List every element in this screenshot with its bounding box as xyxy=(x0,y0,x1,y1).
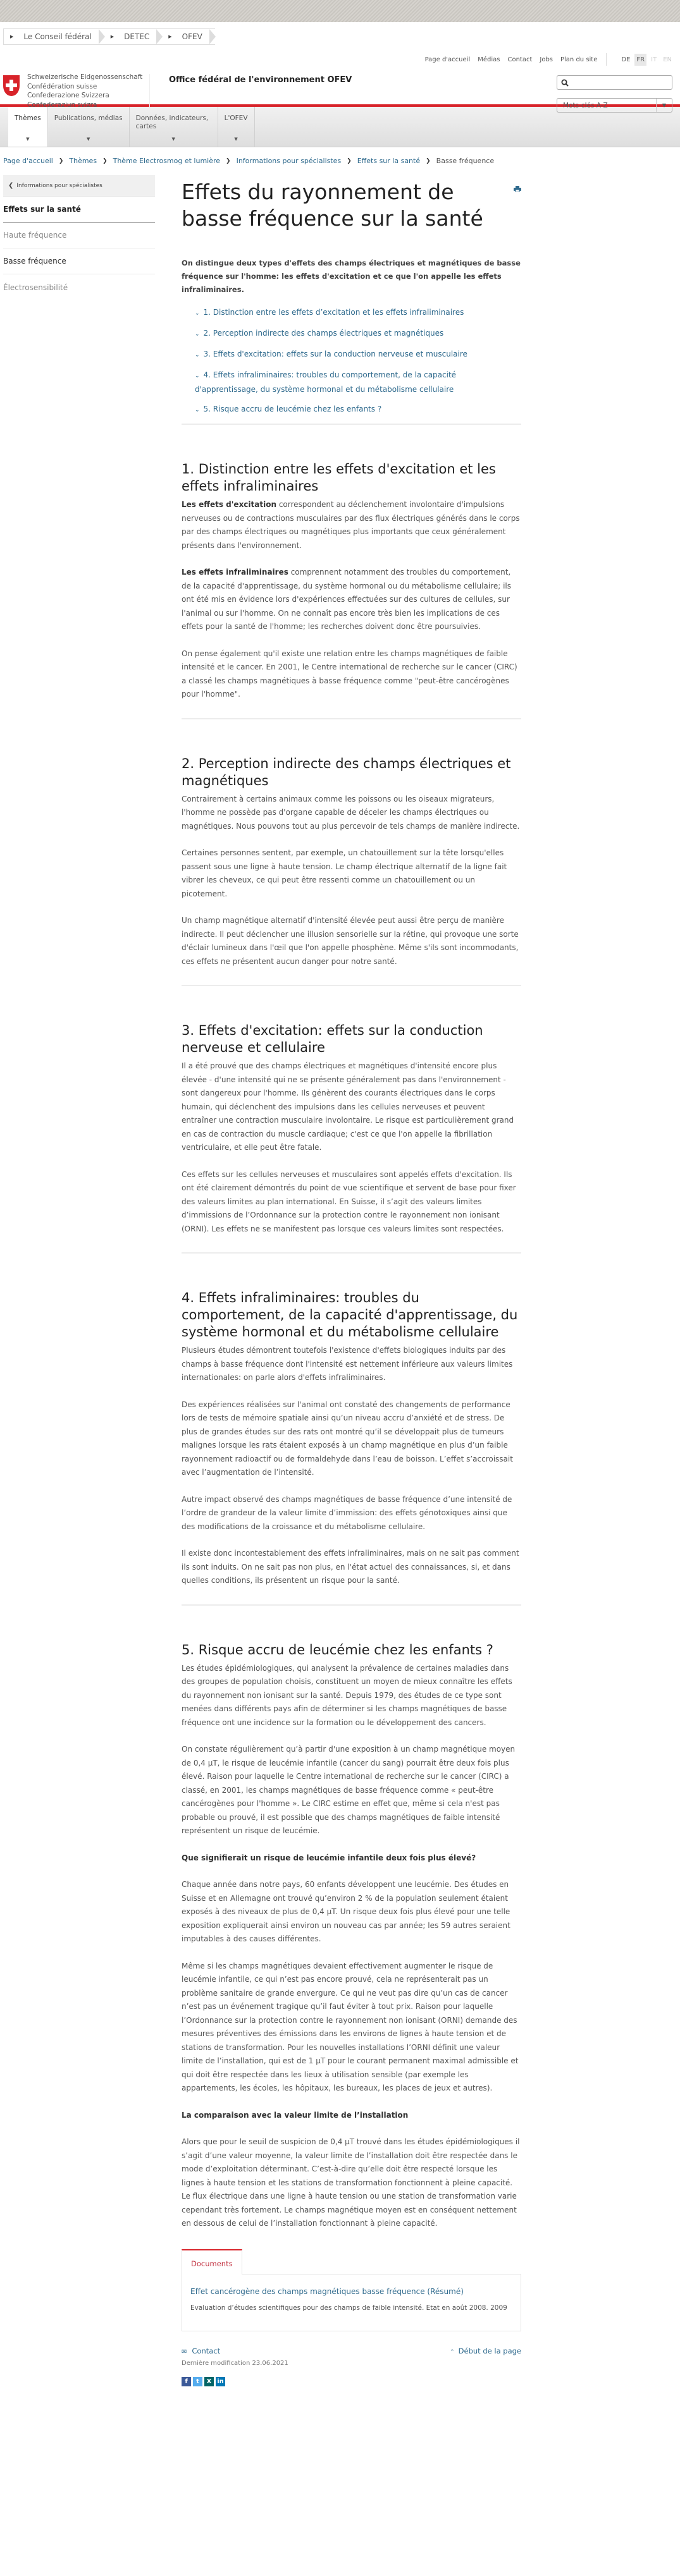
search-icon xyxy=(561,79,569,87)
meta-link-contact[interactable]: Contact xyxy=(507,56,533,63)
toc-item[interactable]: ⌄ 5. Risque accru de leucémie chez les enfants ? xyxy=(195,405,382,413)
last-modified: Dernière modification 23.06.2021 xyxy=(182,2359,288,2367)
mail-icon: ✉ xyxy=(182,2348,187,2355)
section-subheading: La comparaison avec la valeur limite de l’installation xyxy=(182,2110,409,2120)
meta-link-jobs[interactable]: Jobs xyxy=(540,56,553,63)
chevron-left-icon: ❮ xyxy=(8,182,14,189)
federal-link-detec[interactable]: ▶ DETEC xyxy=(104,29,163,44)
triangle-right-icon: ▶ xyxy=(168,34,172,39)
paragraph-text: correspondent au déclenchement involontaire d'impulsions nerveuses ou de contractions musculaires par des flux électriques générés dans le corps par des champs électriques ou magnétiques plus importants que ceux généralement présents dans l'environnement. xyxy=(182,500,520,550)
federal-link-conseil[interactable]: ▶ Le Conseil fédéral xyxy=(4,29,104,44)
section-paragraph: On constate régulièrement qu’à partir d'une exposition à un champ magnétique moyen de 0,4 µT, le risque de leucémie infantile (cancer du sang) pourrait être deux fois plus élevé. Raison pour laquelle le Centre international de recherche sur le cancer (CIRC) a classé, en 2001, les champs magnétiques de basse fréquence comme « peut-être cancérogènes pour l'homme ». Le CIRC estime en effet que, même si cela n'est pas probable ou prouvé, il est possible que des champs magnétiques de faible intensité représentent un risque de leucémie. xyxy=(182,1745,516,1835)
print-button[interactable] xyxy=(514,183,521,189)
divider xyxy=(182,1604,521,1606)
chevron-down-icon: ⌄ xyxy=(195,407,200,413)
sidebar xyxy=(3,175,155,2431)
section-paragraph: Il a été prouvé que des champs électriques et magnétiques d'intensité encore plus élevée - d'une intensité qui ne se présente généralement pas dans l'environnement - sont dangereux pour l'homme. Ils génèrent des courants électriques dans le corps humain, qui déclenchent des impulsions dans les cellules nerveuses et peuvent entraîner une contraction musculaire involontaire. Le risque est particulièrement grand en cas de contraction du muscle cardiaque; c'est ce que l'on appelle la fibrillation ventriculaire, et elle peut être fatale. xyxy=(182,1061,514,1152)
sidebar-item-low-frequency[interactable]: Basse fréquence xyxy=(3,248,155,274)
section-paragraph: Il existe donc incontestablement des effets infraliminaires, mais on ne sait pas comment ils sont induits. On ne sait pas non plus, en l'état actuel des connaissances, si, et dans quelles conditions, ils présentent un risque pour la santé. xyxy=(182,1549,519,1585)
section-paragraph: Plusieurs études démontrent toutefois l'existence d'effets biologiques induits par des champs à basse fréquence dont l'intensité est nettement inférieure aux valeurs limites internationales: on parle alors d'effets infraliminaires. xyxy=(182,1346,513,1382)
section-paragraph: Ces effets sur les cellules nerveuses et musculaires sont appelés effets d'excitation. Ils ont été clairement démontrés du point de vue scientifique et servent de base pour fixer des valeurs limites au plan international. En Suisse, il s’agit des valeurs limites d’immissions de l’Ordonnance sur la protection contre le rayonnement non ionisant (ORNI). Les effets ne se manifestent pas lorsque ces valeurs limites sont respectées. xyxy=(182,1169,516,1233)
breadcrumb-themes[interactable]: Thèmes xyxy=(69,157,97,165)
caret-down-icon: ▼ xyxy=(234,137,238,142)
lang-de[interactable]: DE xyxy=(621,56,631,63)
document-description: Evaluation d’études scientifiques pour des champs de faible intensité. Etat en août 2008. 2009 xyxy=(190,2304,507,2312)
documents-tab[interactable]: Documents xyxy=(182,2249,242,2274)
page-title: Effets du rayonnement de basse fréquence sur la santé xyxy=(182,180,483,231)
facebook-icon[interactable]: f xyxy=(182,2377,191,2386)
breadcrumb-electrosmog[interactable]: Thème Electrosmog et lumière xyxy=(113,157,221,165)
toc-item[interactable]: ⌄ 3. Effets d'excitation: effets sur la conduction nerveuse et musculaire xyxy=(195,350,467,358)
site-header xyxy=(0,22,680,109)
breadcrumb-home[interactable]: Page d'accueil xyxy=(3,157,53,165)
table-of-contents xyxy=(195,306,521,417)
meta-nav xyxy=(417,53,674,66)
section-paragraph: Contrairement à certains animaux comme les poissons ou les oiseaux migrateurs, l'homme ne possède pas d'organe capable de déceler les champs électriques ou magnétiques. Nous pouvons tout au plus percevoir de tels champs de manière indirecte. xyxy=(182,794,520,831)
keywords-dropdown[interactable] xyxy=(557,98,672,113)
logo-text: Schweizerische Eidgenossenschaft Confédération suisse Confederazione Svizzera Confederaziun svizra xyxy=(27,73,143,109)
article-section xyxy=(182,755,521,987)
section-paragraph: Chaque année dans notre pays, 60 enfants développent une leucémie. Des études en Suisse et en Allemagne ont trouvé qu’environ 2 % de la population seulement étaient exposés à des niveaux de plus de 0,4 µT. Un risque deux fois plus élevé pour une telle exposition expliquerait ainsi environ un nouveau cas par année; les 59 autres seraient imputables à des causes différentes. xyxy=(182,1880,510,1943)
meta-link-media[interactable]: Médias xyxy=(478,56,500,63)
section-heading: 1. Distinction entre les effets d'excitation et les effets infraliminaires xyxy=(182,461,496,494)
section-paragraph: Même si les champs magnétiques devaient effectivement augmenter le risque de leucémie infantile, ce qui n’est pas encore prouvé, cela ne représenterait pas un problème sanitaire de grande envergure. Ce qui ne veut pas dire qu’un cas de cancer n’est pas un événement tragique qu’il faut éviter à tout prix. Raison pour laquelle l’Ordonnance sur la protection contre le rayonnement non ionisant (ORNI) demande des mesures préventives des émissions dans les environs de lignes à haute tension et de stations de transformation. Pour les nouvelles installations l’ORNI définit une valeur limite de l’installation, qui est de 1 µT pour le courant permanent maximal admissible et qui doit être respectée dans les lieux à utilisation sensible (par exemple les appartements, les écoles, les hôpitaux, les bureaux, les places de jeux et autres). xyxy=(182,1961,519,2092)
divider xyxy=(182,718,521,719)
toc-item[interactable]: ⌄ 2. Perception indirecte des champs électriques et magnétiques xyxy=(195,329,444,338)
main-nav-ofev[interactable]: L'OFEV ▼ xyxy=(218,107,255,147)
triangle-right-icon: ▶ xyxy=(10,34,14,39)
main-nav-themes[interactable]: Thèmes ▼ xyxy=(8,107,48,147)
paragraph-text: comprennent notamment des troubles du comportement, de la capacité d'apprentissage, du système hormonal ou du métabolisme cellulaire; ils ont été mis en évidence lors d'expériences effectuées sur des cultures de cellules, sur l'animal ou sur l'homme. On ne connaît pas encore très bien les implications de ces effets pour la santé de l'homme; les recherches doivent donc être poursuivies. xyxy=(182,568,511,631)
contact-link[interactable]: ✉ Contact xyxy=(182,2346,221,2355)
toc-item[interactable]: ⌄ 1. Distinction entre les effets d’excitation et les effets infraliminaires xyxy=(195,308,464,317)
caret-down-icon: ▼ xyxy=(171,137,175,142)
divider xyxy=(182,985,521,986)
section-paragraph: Un champ magnétique alternatif d'intensité élevée peut aussi être perçu de manière indirecte. Il peut déclencher une illusion sensorielle sur la rétine, qui provoque une sorte d'éclair lumineux dans l'œil que l'on appelle phosphène. Même s'ils sont incommodants, ces effets ne présentent aucun danger pour notre santé. xyxy=(182,916,519,966)
breadcrumb-health[interactable]: Effets sur la santé xyxy=(357,157,421,165)
main-nav-publications[interactable]: Publications, médias ▼ xyxy=(48,107,130,147)
main-content xyxy=(182,175,521,2431)
lang-it: IT xyxy=(651,56,657,63)
caret-down-icon: ▼ xyxy=(86,137,90,142)
section-paragraph: On pense également qu'il existe une relation entre les champs magnétiques de faible intensité et le cancer. En 2001, le Centre international de recherche sur le cancer (CIRC) a classé les champs magnétiques à basse fréquence comme "peut-être cancérogènes pour l'homme". xyxy=(182,649,517,699)
section-heading: 3. Effets d'excitation: effets sur la conduction nerveuse et cellulaire xyxy=(182,1023,483,1055)
keywords-dropdown-value: Mots-clés A-Z xyxy=(563,101,608,109)
section-paragraph: Alors que pour le seuil de suspicion de 0,4 µT trouvé dans les études épidémiologiques il s’agit d’une valeur moyenne, la valeur limite de l’installation doit être respectée dans le mode d’exploitation déterminant. C’est-à-dire qu’elle doit être respecté lorsque les lignes à haute tension et les stations de transformation fonctionnent à pleine capacité. Le flux électrique dans une ligne à haute tension ou une station de transformation varie cependant très fortement. Le champs magnétique moyen est en conséquent nettement en dessous de celui de l’installation fonctionnant à pleine capacité. xyxy=(182,2137,520,2228)
triangle-right-icon: ▶ xyxy=(110,34,114,39)
divider xyxy=(182,424,521,425)
chevron-down-icon: ⌄ xyxy=(195,352,200,358)
toc-item[interactable]: ⌄ 4. Effets infraliminaires: troubles du comportement, de la capacité d'apprentissage, du système hormonal et du métabolisme cellulaire xyxy=(195,370,457,394)
meta-separator xyxy=(606,53,607,66)
chevron-down-icon: ⌄ xyxy=(195,310,200,317)
chevron-right-icon: ❯ xyxy=(58,157,64,164)
section-heading: 5. Risque accru de leucémie chez les enfants ? xyxy=(182,1642,493,1657)
page-footer xyxy=(182,2347,521,2355)
sidebar-item-current[interactable]: Effets sur la santé xyxy=(3,197,155,223)
back-to-top-link[interactable]: ⌃ Début de la page xyxy=(450,2346,521,2355)
lead-paragraph: On distingue deux types d'effets des champs électriques et magnétiques de basse fréquence sur l'homme: les effets d'excitation et ce que l'on appelle les effets infraliminaires. xyxy=(182,259,521,294)
chevron-down-icon: ⌄ xyxy=(195,331,200,338)
breadcrumb-specialists[interactable]: Informations pour spécialistes xyxy=(236,157,342,165)
divider xyxy=(182,1252,521,1254)
xing-icon[interactable]: X xyxy=(204,2377,214,2386)
section-paragraph: Des expériences réalisées sur l'animal ont constaté des changements de performance lors de tests de mémoire spatiale ainsi qu’un niveau accru d’anxiété et de stress. De plus de grandes études sur des rats ont montré qu’il se développait plus de tumeurs malignes lorsque les rats étaient exposés à un champ magnétique en plus d’un faible rayonnement radioactif ou de formaldehyde dans l’eau de boisson. L’effet s’accroissait avec l’augmentation de l’intensité. xyxy=(182,1400,513,1477)
lang-en: EN xyxy=(663,56,672,63)
main-nav xyxy=(0,107,680,147)
swiss-shield-icon xyxy=(3,75,20,96)
chevron-right-icon: ❯ xyxy=(347,157,352,164)
caret-down-icon: ▼ xyxy=(26,137,30,142)
sidebar-back-link[interactable]: ❮ Informations pour spécialistes xyxy=(3,175,155,197)
article-section xyxy=(182,1022,521,1254)
meta-link-home[interactable]: Page d'accueil xyxy=(424,56,471,63)
article-section xyxy=(182,461,521,719)
caret-down-icon: ▼ xyxy=(656,99,672,112)
header-divider xyxy=(149,74,150,109)
article-section xyxy=(182,1290,521,1606)
section-paragraph: Les études épidémiologiques, qui analysent la prévalence de certaines maladies dans des groupes de population choisis, constituent un moyen de mieux connaître les effets du rayonnement non ionisant sur la santé. Depuis 1979, des études de ce type sont menées dans différents pays afin de déterminer si les champs magnétiques de basse fréquence ont une incidence sur la formation ou le développement des cancers. xyxy=(182,1663,512,1727)
federal-link-ofev[interactable]: ▶ OFEV xyxy=(162,29,215,44)
federal-bar xyxy=(3,28,215,45)
confederation-logo[interactable] xyxy=(3,73,142,109)
office-name: Office fédéral de l'environnement OFEV xyxy=(169,75,352,85)
twitter-icon[interactable]: t xyxy=(193,2377,202,2386)
section-heading: 4. Effets infraliminaires: troubles du comportement, de la capacité d'apprentissage, du système hormonal et du métabolisme cellulaire xyxy=(182,1290,518,1340)
chevron-right-icon: ❯ xyxy=(102,157,108,164)
breadcrumb-current: Basse fréquence xyxy=(436,157,495,165)
lang-fr[interactable]: FR xyxy=(634,54,646,66)
sections-container xyxy=(182,461,521,2231)
social-share xyxy=(182,2377,521,2386)
printer-icon xyxy=(514,186,521,192)
sidebar-item-high-frequency[interactable]: Haute fréquence xyxy=(3,223,155,248)
chevron-up-icon: ⌃ xyxy=(450,2348,455,2355)
chevron-down-icon: ⌄ xyxy=(195,373,200,379)
chevron-right-icon: ❯ xyxy=(226,157,231,164)
section-paragraph xyxy=(182,498,521,552)
section-heading: 2. Perception indirecte des champs électriques et magnétiques xyxy=(182,755,511,788)
main-nav-data[interactable]: Données, indicateurs, cartes ▼ xyxy=(130,107,218,147)
chevron-right-icon: ❯ xyxy=(426,157,431,164)
page-layout xyxy=(0,165,680,2431)
paragraph-term: Les effets d'excitation xyxy=(182,500,276,509)
section-paragraph: Autre impact observé des champs magnétiques de basse fréquence d’une intensité de l’ordre de grandeur de la valeur limite d’immission: des effets génotoxiques ainsi que des modifications de la croissance et du métabolisme cellulaire. xyxy=(182,1494,512,1531)
top-strip xyxy=(0,0,680,22)
article-section xyxy=(182,1642,521,2231)
document-link[interactable]: Effet cancérogène des champs magnétiques basse fréquence (Résumé) xyxy=(190,2286,464,2296)
documents-box xyxy=(182,2249,521,2331)
section-subheading: Que signifierait un risque de leucémie infantile deux fois plus élevé? xyxy=(182,1853,476,1862)
documents-body xyxy=(182,2274,521,2331)
section-paragraph: Certaines personnes sentent, par exemple, un chatouillement sur la tête lorsqu'elles passent sous une ligne à haute tension. Le champ électrique alternatif de la ligne fait vibrer les cheveux, ce qui peut être ressenti comme un chatouillement ou un picotement. xyxy=(182,848,507,898)
breadcrumb xyxy=(0,147,680,165)
paragraph-term: Les effets infraliminaires xyxy=(182,568,288,577)
meta-link-sitemap[interactable]: Plan du site xyxy=(560,56,598,63)
section-paragraph xyxy=(182,566,521,634)
sidebar-item-electrosensitivity[interactable]: Électrosensibilité xyxy=(3,283,68,292)
search-input[interactable] xyxy=(557,75,672,90)
linkedin-icon[interactable]: in xyxy=(216,2377,225,2386)
